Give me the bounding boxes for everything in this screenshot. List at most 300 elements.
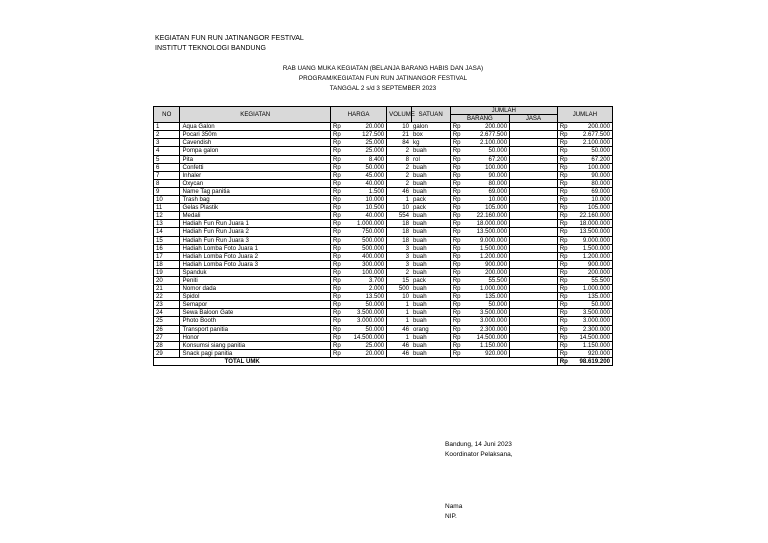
row-jasa	[510, 179, 558, 187]
row-barang: 200.000	[461, 123, 510, 131]
row-jasa	[510, 268, 558, 276]
row-total: 80.000	[568, 179, 613, 187]
row-no: 26	[154, 325, 180, 333]
row-price-currency: Rp	[330, 204, 341, 212]
row-jasa	[510, 333, 558, 341]
row-item: Semapor	[180, 301, 331, 309]
row-total: 900.000	[568, 260, 613, 268]
row-no: 2	[154, 131, 180, 139]
signer-name: Nama	[445, 503, 463, 510]
row-volume: 10	[387, 204, 411, 212]
table-row	[154, 139, 613, 147]
place-date: Bandung, 14 Juni 2023	[445, 441, 512, 448]
row-jasa	[510, 349, 558, 357]
row-total-currency: Rp	[557, 236, 568, 244]
row-barang: 90.000	[461, 171, 510, 179]
header-volume: VOLUME	[387, 107, 411, 123]
row-price: 500.000	[341, 236, 387, 244]
row-no: 1	[154, 123, 180, 131]
row-price: 20.000	[341, 349, 387, 357]
row-price: 14.500.000	[341, 333, 387, 341]
row-total: 200.000	[568, 123, 613, 131]
row-total-currency: Rp	[557, 155, 568, 163]
row-jasa	[510, 293, 558, 301]
row-price-currency: Rp	[330, 325, 341, 333]
row-total: 50.000	[568, 301, 613, 309]
row-item: Gelas Plastik	[180, 204, 331, 212]
row-barang-currency: Rp	[450, 171, 461, 179]
row-jasa	[510, 196, 558, 204]
table-row	[154, 236, 613, 244]
row-volume: 3	[387, 252, 411, 260]
table-row	[154, 155, 613, 163]
row-no: 17	[154, 252, 180, 260]
row-item: Spidol	[180, 293, 331, 301]
row-no: 5	[154, 155, 180, 163]
row-jasa	[510, 163, 558, 171]
row-no: 23	[154, 301, 180, 309]
row-unit: buah	[411, 220, 450, 228]
row-unit: buah	[411, 333, 450, 341]
row-jasa	[510, 301, 558, 309]
row-barang: 135.000	[461, 293, 510, 301]
row-unit: galon	[411, 123, 450, 131]
row-volume: 500	[387, 285, 411, 293]
budget-rows	[154, 123, 613, 358]
row-price-currency: Rp	[330, 220, 341, 228]
row-jasa	[510, 220, 558, 228]
row-volume: 2	[387, 268, 411, 276]
row-price-currency: Rp	[330, 341, 341, 349]
row-total-currency: Rp	[557, 309, 568, 317]
row-unit: buah	[411, 285, 450, 293]
row-barang: 2.677.500	[461, 131, 510, 139]
row-no: 12	[154, 212, 180, 220]
row-jasa	[510, 228, 558, 236]
row-jasa	[510, 123, 558, 131]
row-barang-currency: Rp	[450, 187, 461, 195]
row-volume: 2	[387, 179, 411, 187]
row-volume: 10	[387, 293, 411, 301]
row-price: 50.000	[341, 325, 387, 333]
row-jasa	[510, 276, 558, 284]
row-total-currency: Rp	[557, 252, 568, 260]
row-barang-currency: Rp	[450, 260, 461, 268]
table-row	[154, 147, 613, 155]
row-item: Inhaler	[180, 171, 331, 179]
row-item: Confetti	[180, 163, 331, 171]
row-barang-currency: Rp	[450, 268, 461, 276]
header-no: NO	[154, 107, 180, 123]
row-volume: 1	[387, 309, 411, 317]
row-no: 27	[154, 333, 180, 341]
row-item: Pompa galon	[180, 147, 331, 155]
row-jasa	[510, 236, 558, 244]
table-row	[154, 276, 613, 284]
row-total-currency: Rp	[557, 349, 568, 357]
row-price: 25.000	[341, 341, 387, 349]
row-unit: buah	[411, 236, 450, 244]
row-volume: 3	[387, 244, 411, 252]
row-price: 10.000	[341, 196, 387, 204]
row-barang: 1.000.000	[461, 285, 510, 293]
row-total-currency: Rp	[557, 333, 568, 341]
row-barang: 1.500.000	[461, 244, 510, 252]
row-total-currency: Rp	[557, 204, 568, 212]
row-total-currency: Rp	[557, 325, 568, 333]
row-total: 2.300.000	[568, 325, 613, 333]
row-unit: pack	[411, 204, 450, 212]
row-volume: 1	[387, 301, 411, 309]
row-price: 50.000	[341, 163, 387, 171]
row-total: 1.500.000	[568, 244, 613, 252]
row-total-currency: Rp	[557, 260, 568, 268]
row-price-currency: Rp	[330, 147, 341, 155]
row-no: 22	[154, 293, 180, 301]
row-unit: buah	[411, 171, 450, 179]
row-total: 18.000.000	[568, 220, 613, 228]
table-row	[154, 317, 613, 325]
row-price: 750.000	[341, 228, 387, 236]
row-barang: 2.100.000	[461, 139, 510, 147]
row-jasa	[510, 171, 558, 179]
row-volume: 8	[387, 155, 411, 163]
header-harga: HARGA	[330, 107, 386, 123]
row-price: 127.500	[341, 131, 387, 139]
row-unit: buah	[411, 268, 450, 276]
row-total: 105.000	[568, 204, 613, 212]
row-barang: 9.000.000	[461, 236, 510, 244]
row-no: 29	[154, 349, 180, 357]
row-no: 28	[154, 341, 180, 349]
row-price: 300.000	[341, 260, 387, 268]
row-volume: 21	[387, 131, 411, 139]
row-barang: 100.000	[461, 163, 510, 171]
row-barang-currency: Rp	[450, 131, 461, 139]
table-row	[154, 204, 613, 212]
row-price-currency: Rp	[330, 260, 341, 268]
row-total: 135.000	[568, 293, 613, 301]
row-unit: buah	[411, 309, 450, 317]
row-barang-currency: Rp	[450, 163, 461, 171]
row-price: 40.000	[341, 212, 387, 220]
row-jasa	[510, 147, 558, 155]
row-volume: 3	[387, 260, 411, 268]
row-barang: 67.200	[461, 155, 510, 163]
row-barang-currency: Rp	[450, 252, 461, 260]
table-row	[154, 196, 613, 204]
row-no: 21	[154, 285, 180, 293]
row-barang-currency: Rp	[450, 333, 461, 341]
row-unit: kg	[411, 139, 450, 147]
row-volume: 46	[387, 187, 411, 195]
row-barang-currency: Rp	[450, 220, 461, 228]
table-row	[154, 309, 613, 317]
row-unit: buah	[411, 317, 450, 325]
row-barang: 2.300.000	[461, 325, 510, 333]
row-volume: 554	[387, 212, 411, 220]
row-total: 100.000	[568, 163, 613, 171]
table-row	[154, 163, 613, 171]
row-total-currency: Rp	[557, 123, 568, 131]
row-price-currency: Rp	[330, 301, 341, 309]
table-row	[154, 341, 613, 349]
row-no: 13	[154, 220, 180, 228]
row-barang: 920.000	[461, 349, 510, 357]
table-row	[154, 333, 613, 341]
organization-name: KEGIATAN FUN RUN JATINANGOR FESTIVAL	[155, 35, 304, 42]
row-jasa	[510, 204, 558, 212]
signer-role: Koordinator Pelaksana,	[445, 451, 513, 458]
row-item: Honor	[180, 333, 331, 341]
row-barang-currency: Rp	[450, 139, 461, 147]
row-barang-currency: Rp	[450, 228, 461, 236]
row-unit: buah	[411, 260, 450, 268]
row-total: 50.000	[568, 147, 613, 155]
row-total: 1.150.000	[568, 341, 613, 349]
row-total: 3.000.000	[568, 317, 613, 325]
row-price-currency: Rp	[330, 196, 341, 204]
row-unit: buah	[411, 252, 450, 260]
row-volume: 2	[387, 171, 411, 179]
row-no: 14	[154, 228, 180, 236]
row-price-currency: Rp	[330, 171, 341, 179]
row-unit: buah	[411, 349, 450, 357]
row-unit: buah	[411, 147, 450, 155]
header-kegiatan: KEGIATAN	[180, 107, 331, 123]
program-title: PROGRAM/KEGIATAN FUN RUN JATINANGOR FESTIVAL	[298, 75, 468, 82]
row-barang: 200.000	[461, 268, 510, 276]
row-barang-currency: Rp	[450, 301, 461, 309]
row-price-currency: Rp	[330, 317, 341, 325]
row-item: Pocari 350m	[180, 131, 331, 139]
row-price: 25.000	[341, 147, 387, 155]
row-unit: buah	[411, 212, 450, 220]
row-price: 3.000.000	[341, 317, 387, 325]
row-no: 11	[154, 204, 180, 212]
table-row	[154, 212, 613, 220]
row-total-currency: Rp	[557, 171, 568, 179]
row-price: 45.000	[341, 171, 387, 179]
row-item: Aqua Galon	[180, 123, 331, 131]
row-barang-currency: Rp	[450, 309, 461, 317]
row-barang-currency: Rp	[450, 212, 461, 220]
row-price-currency: Rp	[330, 131, 341, 139]
row-price-currency: Rp	[330, 285, 341, 293]
row-volume: 46	[387, 341, 411, 349]
row-total: 10.000	[568, 196, 613, 204]
row-item: Pita	[180, 155, 331, 163]
row-price-currency: Rp	[330, 155, 341, 163]
row-total: 9.000.000	[568, 236, 613, 244]
table-row	[154, 187, 613, 195]
header-satuan: SATUAN	[411, 107, 450, 123]
row-total: 1.000.000	[568, 285, 613, 293]
row-price-currency: Rp	[330, 236, 341, 244]
table-row	[154, 123, 613, 131]
row-price-currency: Rp	[330, 179, 341, 187]
row-price-currency: Rp	[330, 212, 341, 220]
table-row	[154, 252, 613, 260]
row-unit: buah	[411, 179, 450, 187]
row-item: Cavendish	[180, 139, 331, 147]
row-price: 3.500.000	[341, 309, 387, 317]
row-unit: box	[411, 131, 450, 139]
row-volume: 2	[387, 163, 411, 171]
row-barang-currency: Rp	[450, 147, 461, 155]
institution-name: INSTITUT TEKNOLOGI BANDUNG	[155, 45, 266, 52]
row-item: Sewa Baloon Gate	[180, 309, 331, 317]
document-title: RAB UANG MUKA KEGIATAN (BELANJA BARANG HABIS DAN JASA)	[282, 65, 484, 72]
row-barang: 3.500.000	[461, 309, 510, 317]
row-barang-currency: Rp	[450, 276, 461, 284]
row-barang-currency: Rp	[450, 179, 461, 187]
row-item: Oxycan	[180, 179, 331, 187]
row-total: 3.500.000	[568, 309, 613, 317]
row-price-currency: Rp	[330, 333, 341, 341]
row-unit: pack	[411, 196, 450, 204]
table-row	[154, 171, 613, 179]
row-jasa	[510, 260, 558, 268]
row-item: Trash bag	[180, 196, 331, 204]
row-total: 14.500.000	[568, 333, 613, 341]
row-jasa	[510, 252, 558, 260]
table-row	[154, 228, 613, 236]
row-price: 3.700	[341, 276, 387, 284]
row-total-currency: Rp	[557, 317, 568, 325]
row-price-currency: Rp	[330, 276, 341, 284]
row-no: 16	[154, 244, 180, 252]
row-unit: rol	[411, 155, 450, 163]
row-barang: 10.000	[461, 196, 510, 204]
row-item: Hadiah Lomba Foto Juara 2	[180, 252, 331, 260]
row-total: 2.100.000	[568, 139, 613, 147]
row-item: Transport panitia	[180, 325, 331, 333]
row-barang: 1.200.000	[461, 252, 510, 260]
row-barang-currency: Rp	[450, 123, 461, 131]
row-unit: buah	[411, 228, 450, 236]
row-item: Hadiah Lomba Foto Juara 1	[180, 244, 331, 252]
row-price-currency: Rp	[330, 309, 341, 317]
row-price: 20.000	[341, 123, 387, 131]
table-row	[154, 131, 613, 139]
row-jasa	[510, 131, 558, 139]
row-total-currency: Rp	[557, 196, 568, 204]
row-price-currency: Rp	[330, 228, 341, 236]
row-item: Photo Booth	[180, 317, 331, 325]
row-price: 1.500	[341, 187, 387, 195]
total-label: TOTAL UMK	[154, 357, 331, 365]
row-barang-currency: Rp	[450, 155, 461, 163]
row-barang-currency: Rp	[450, 285, 461, 293]
row-total-currency: Rp	[557, 244, 568, 252]
table-row	[154, 244, 613, 252]
row-volume: 1	[387, 333, 411, 341]
row-total-currency: Rp	[557, 268, 568, 276]
row-barang: 50.000	[461, 147, 510, 155]
row-no: 4	[154, 147, 180, 155]
row-total-currency: Rp	[557, 276, 568, 284]
header-barang: BARANG	[450, 115, 509, 123]
row-volume: 46	[387, 349, 411, 357]
table-row	[154, 220, 613, 228]
row-jasa	[510, 212, 558, 220]
row-volume: 10	[387, 123, 411, 131]
row-no: 24	[154, 309, 180, 317]
row-item: Snack pagi panitia	[180, 349, 331, 357]
row-unit: orang	[411, 325, 450, 333]
row-total-currency: Rp	[557, 228, 568, 236]
row-barang-currency: Rp	[450, 349, 461, 357]
row-barang: 22.160.000	[461, 212, 510, 220]
row-volume: 18	[387, 236, 411, 244]
date-range: TANGGAL 2 s/d 3 SEPTEMBER 2023	[329, 85, 437, 92]
row-total-currency: Rp	[557, 179, 568, 187]
row-no: 3	[154, 139, 180, 147]
row-barang: 13.500.000	[461, 228, 510, 236]
row-no: 19	[154, 268, 180, 276]
row-item: Name Tag panitia	[180, 187, 331, 195]
header-jasa: JASA	[510, 115, 558, 123]
row-price: 2.000	[341, 285, 387, 293]
row-total-currency: Rp	[557, 187, 568, 195]
row-item: Hadiah Lomba Foto Juara 3	[180, 260, 331, 268]
row-price: 50.000	[341, 301, 387, 309]
total-value: 98.619.200	[568, 357, 613, 365]
row-total-currency: Rp	[557, 341, 568, 349]
row-barang: 14.500.000	[461, 333, 510, 341]
row-unit: buah	[411, 187, 450, 195]
row-total: 90.000	[568, 171, 613, 179]
row-total-currency: Rp	[557, 131, 568, 139]
row-no: 15	[154, 236, 180, 244]
row-no: 8	[154, 179, 180, 187]
row-barang: 105.000	[461, 204, 510, 212]
row-barang: 900.000	[461, 260, 510, 268]
row-total: 69.000	[568, 187, 613, 195]
row-barang-currency: Rp	[450, 196, 461, 204]
row-jasa	[510, 325, 558, 333]
row-jasa	[510, 187, 558, 195]
total-currency: Rp	[557, 357, 568, 365]
row-volume: 18	[387, 228, 411, 236]
row-no: 20	[154, 276, 180, 284]
row-price-currency: Rp	[330, 268, 341, 276]
row-barang-currency: Rp	[450, 341, 461, 349]
header-jumlah: JUMLAH	[557, 107, 612, 123]
row-unit: buah	[411, 341, 450, 349]
row-item: Medali	[180, 212, 331, 220]
row-barang-currency: Rp	[450, 325, 461, 333]
budget-table	[153, 106, 613, 366]
row-total: 55.500	[568, 276, 613, 284]
row-total-currency: Rp	[557, 220, 568, 228]
row-price-currency: Rp	[330, 187, 341, 195]
row-no: 25	[154, 317, 180, 325]
row-price: 400.000	[341, 252, 387, 260]
row-volume: 1	[387, 317, 411, 325]
row-volume: 84	[387, 139, 411, 147]
row-unit: buah	[411, 293, 450, 301]
row-jasa	[510, 317, 558, 325]
row-volume: 46	[387, 325, 411, 333]
row-barang-currency: Rp	[450, 204, 461, 212]
signer-nip: NIP.	[445, 513, 457, 520]
row-barang: 80.000	[461, 179, 510, 187]
row-no: 7	[154, 171, 180, 179]
header-jumlah-group: JUMLAH	[450, 107, 557, 115]
row-total: 200.000	[568, 268, 613, 276]
